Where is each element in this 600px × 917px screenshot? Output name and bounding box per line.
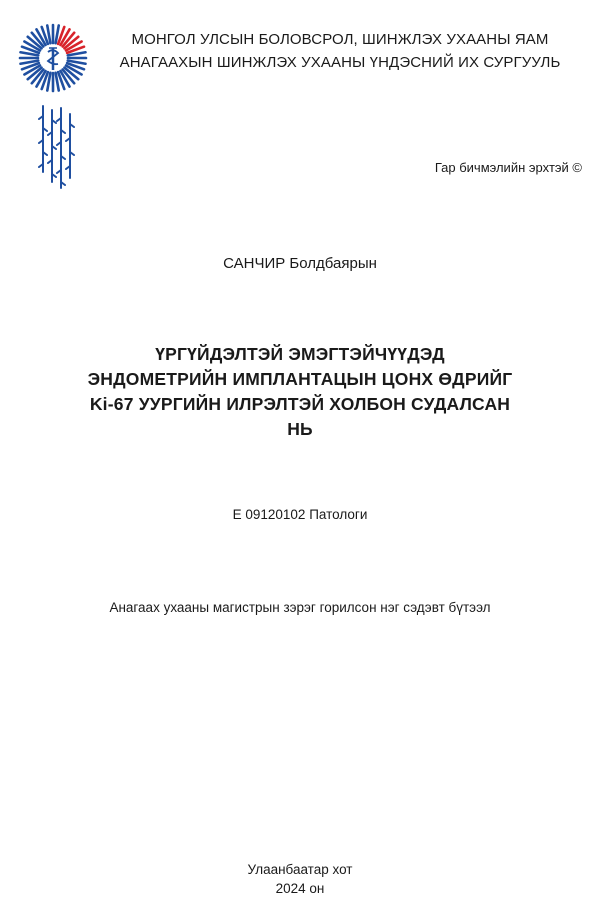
thesis-title-line: ЭНДОМЕТРИЙН ИМПЛАНТАЦЫН ЦОНХ ӨДРИЙГ: [87, 369, 513, 389]
thesis-title-line: Ki-67 УУРГИЙН ИЛРЭЛТЭЙ ХОЛБОН СУДАЛСАН: [89, 394, 511, 414]
degree-statement: Анагаах ухааны магистрын зэрэг горилсон нэг сэдэвт бүтээл: [109, 600, 491, 615]
year: 2024 он: [275, 881, 325, 896]
ministry-header: [100, 28, 580, 74]
thesis-title-line: НЬ: [287, 419, 313, 439]
ministry-name: МОНГОЛ УЛСЫН БОЛОВСРОЛ, ШИНЖЛЭХ УХААНЫ ЯАМ: [131, 31, 549, 48]
university-name: АНАГААХЫН ШИНЖЛЭХ УХААНЫ ҮНДЭСНИЙ ИХ СУРГУУЛЬ: [119, 54, 561, 71]
mongolian-script-logo-icon: [36, 102, 76, 198]
thesis-title-line: ҮРГҮЙДЭЛТЭЙ ЭМЭГТЭЙЧҮҮДЭД: [155, 344, 445, 364]
university-emblem-icon: [18, 22, 88, 94]
place-and-year: [0, 860, 600, 898]
author-name: САНЧИР Болдбаярын: [223, 255, 377, 272]
thesis-title: [40, 342, 560, 442]
specialty-code: Е 09120102 Патологи: [232, 507, 368, 522]
city: Улаанбаатар хот: [247, 862, 353, 877]
copyright-notice: Гар бичмэлийн эрхтэй ©: [434, 160, 582, 175]
university-logo: [18, 22, 88, 182]
